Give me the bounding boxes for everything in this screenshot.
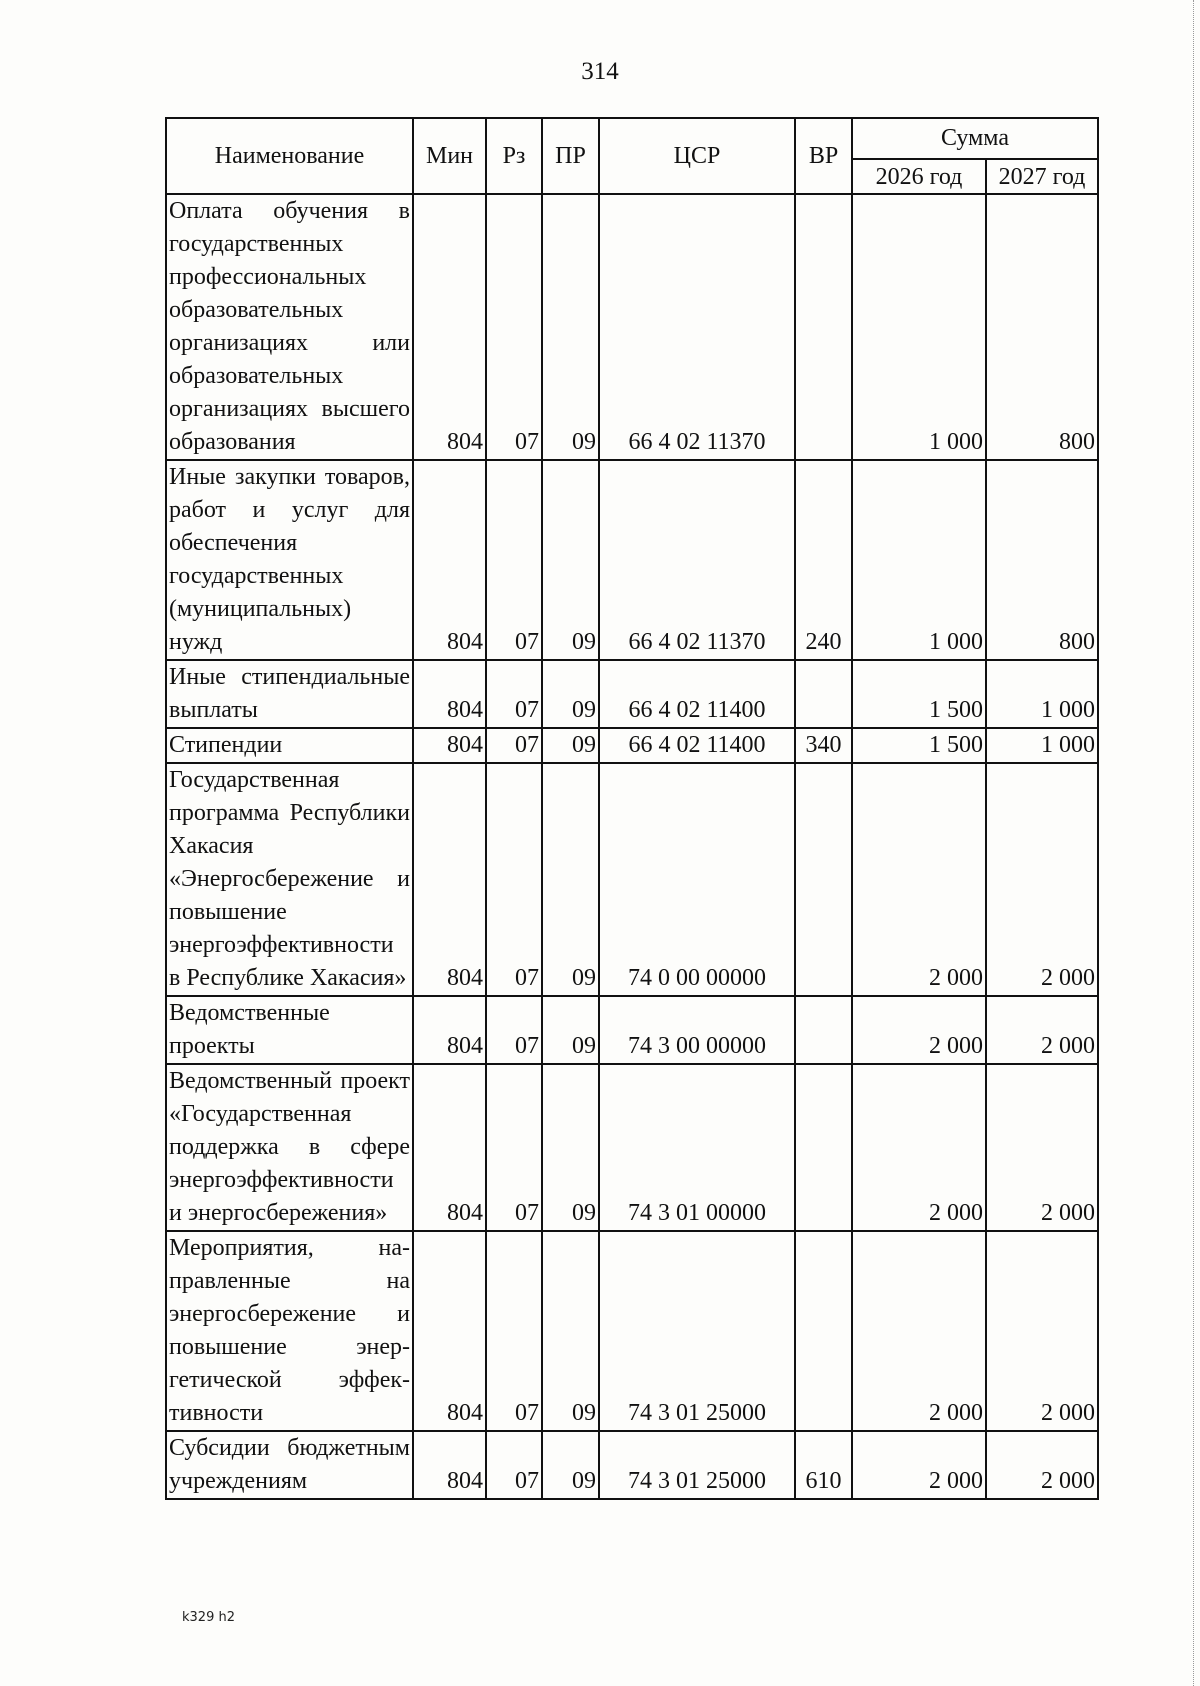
header-row [166, 118, 1098, 159]
cell-name: Иные закупки товаров, работ и услуг для обеспечения государственных (муниципальных) нужд [166, 460, 413, 660]
cell-min: 804 [413, 1431, 486, 1499]
table-row [166, 660, 1098, 728]
cell-csr: 66 4 02 11400 [599, 660, 795, 728]
table-row [166, 728, 1098, 763]
cell-vr [795, 763, 852, 996]
table-row [166, 763, 1098, 996]
cell-min: 804 [413, 1231, 486, 1431]
col-header-min: Мин [413, 118, 486, 194]
table-row [166, 1064, 1098, 1231]
cell-sum-2027: 1 000 [986, 728, 1098, 763]
cell-sum-2026: 2 000 [852, 996, 986, 1064]
cell-name: Ведомственный проект «Государственная поддержка в сфере энергоэффективности и энергосбережения» [166, 1064, 413, 1231]
cell-sum-2027: 2 000 [986, 996, 1098, 1064]
cell-csr: 74 3 01 25000 [599, 1231, 795, 1431]
cell-csr: 74 3 01 00000 [599, 1064, 795, 1231]
cell-sum-2026: 2 000 [852, 763, 986, 996]
cell-name: Иные стипендиальные выплаты [166, 660, 413, 728]
page-number: 314 [581, 58, 619, 85]
cell-pr: 09 [542, 194, 599, 460]
cell-pr: 09 [542, 728, 599, 763]
cell-sum-2027: 2 000 [986, 1231, 1098, 1431]
cell-sum-2027: 800 [986, 194, 1098, 460]
col-header-year-2027: 2027 год [986, 159, 1098, 194]
table-row [166, 1231, 1098, 1431]
cell-vr: 340 [795, 728, 852, 763]
col-header-vr: ВР [795, 118, 852, 194]
cell-vr [795, 996, 852, 1064]
cell-csr: 66 4 02 11370 [599, 460, 795, 660]
cell-rz: 07 [486, 1064, 542, 1231]
table-row [166, 194, 1098, 460]
cell-pr: 09 [542, 1231, 599, 1431]
cell-sum-2026: 1 500 [852, 728, 986, 763]
cell-name: Субсидии бюджетным учреждениям [166, 1431, 413, 1499]
cell-pr: 09 [542, 660, 599, 728]
cell-vr [795, 194, 852, 460]
col-header-name: Наименование [166, 118, 413, 194]
col-header-csr: ЦСР [599, 118, 795, 194]
cell-rz: 07 [486, 728, 542, 763]
cell-min: 804 [413, 194, 486, 460]
cell-vr: 610 [795, 1431, 852, 1499]
cell-sum-2026: 1 500 [852, 660, 986, 728]
cell-pr: 09 [542, 996, 599, 1064]
cell-min: 804 [413, 1064, 486, 1231]
cell-vr [795, 660, 852, 728]
cell-rz: 07 [486, 460, 542, 660]
cell-name: Ведомственные проекты [166, 996, 413, 1064]
cell-vr [795, 1231, 852, 1431]
cell-name: Оплата обучения в государственных профессиональных образовательных организациях или образовательных организациях высшего образования [166, 194, 413, 460]
cell-csr: 66 4 02 11400 [599, 728, 795, 763]
table-row [166, 1431, 1098, 1499]
cell-rz: 07 [486, 996, 542, 1064]
cell-sum-2027: 800 [986, 460, 1098, 660]
cell-vr [795, 1064, 852, 1231]
col-header-pr: ПР [542, 118, 599, 194]
cell-rz: 07 [486, 763, 542, 996]
cell-sum-2026: 1 000 [852, 460, 986, 660]
cell-rz: 07 [486, 194, 542, 460]
cell-min: 804 [413, 996, 486, 1064]
cell-sum-2026: 2 000 [852, 1231, 986, 1431]
cell-name: Государственная программа Республики Хакасия «Энергосбережение и повышение энергоэффективности в Республике Хакасия» [166, 763, 413, 996]
cell-sum-2026: 1 000 [852, 194, 986, 460]
cell-rz: 07 [486, 1231, 542, 1431]
cell-pr: 09 [542, 1064, 599, 1231]
table-row [166, 996, 1098, 1064]
cell-sum-2026: 2 000 [852, 1431, 986, 1499]
cell-name: Стипендии [166, 728, 413, 763]
cell-pr: 09 [542, 763, 599, 996]
table-body [166, 194, 1098, 1499]
budget-table [165, 117, 1099, 1500]
cell-rz: 07 [486, 1431, 542, 1499]
cell-csr: 74 3 00 00000 [599, 996, 795, 1064]
footer-code: k329 h2 [182, 1610, 235, 1625]
cell-name: Мероприятия, направленные на энергосбережение и повышение энергетической эффективности [166, 1231, 413, 1431]
cell-pr: 09 [542, 1431, 599, 1499]
cell-sum-2027: 2 000 [986, 1064, 1098, 1231]
cell-sum-2026: 2 000 [852, 1064, 986, 1231]
cell-pr: 09 [542, 460, 599, 660]
cell-rz: 07 [486, 660, 542, 728]
cell-min: 804 [413, 660, 486, 728]
cell-min: 804 [413, 460, 486, 660]
cell-sum-2027: 1 000 [986, 660, 1098, 728]
cell-min: 804 [413, 728, 486, 763]
col-header-sum: Сумма [852, 118, 1098, 159]
cell-vr: 240 [795, 460, 852, 660]
table-row [166, 460, 1098, 660]
cell-min: 804 [413, 763, 486, 996]
page-edge-line [1192, 0, 1194, 1686]
cell-csr: 66 4 02 11370 [599, 194, 795, 460]
cell-sum-2027: 2 000 [986, 763, 1098, 996]
col-header-rz: Рз [486, 118, 542, 194]
col-header-year-2026: 2026 год [852, 159, 986, 194]
cell-csr: 74 0 00 00000 [599, 763, 795, 996]
cell-sum-2027: 2 000 [986, 1431, 1098, 1499]
cell-csr: 74 3 01 25000 [599, 1431, 795, 1499]
